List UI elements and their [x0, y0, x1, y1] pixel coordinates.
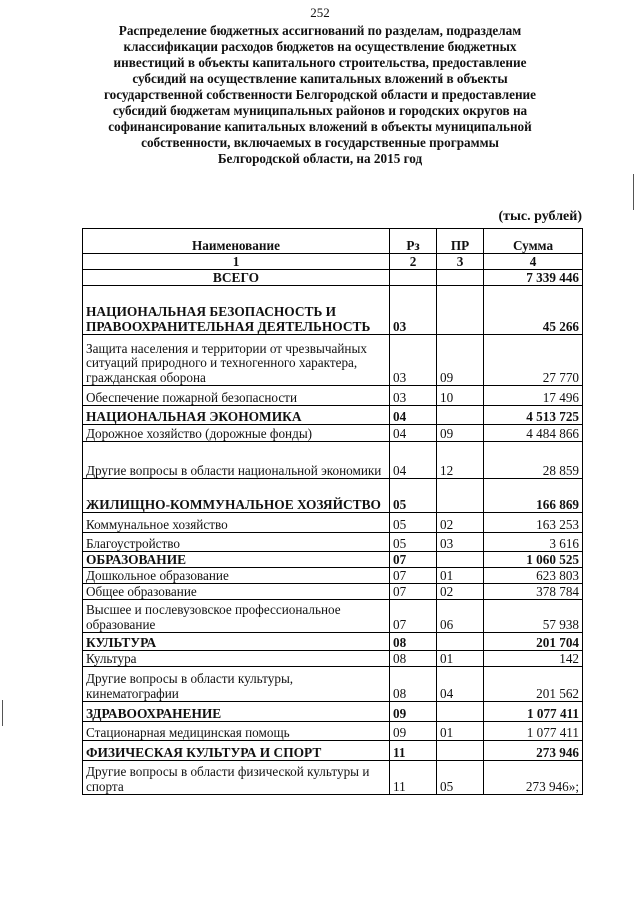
page-number: 252 [310, 5, 330, 20]
row-rz: 07 [390, 600, 437, 633]
row-rz: 09 [390, 702, 437, 722]
row-rz: 05 [390, 513, 437, 533]
table-row [83, 568, 583, 584]
row-name: ЗДРАВООХРАНЕНИЕ [83, 702, 390, 722]
header-pr: ПР [437, 229, 484, 254]
row-rz: 07 [390, 568, 437, 584]
row-sum: 7 339 446 [484, 270, 583, 286]
row-name: Общее образование [83, 584, 390, 600]
column-number-1: 1 [83, 254, 390, 270]
row-pr [437, 270, 484, 286]
row-rz: 03 [390, 386, 437, 406]
margin-mark-right [633, 174, 634, 210]
row-sum: 1 060 525 [484, 552, 583, 568]
row-rz: 07 [390, 584, 437, 600]
row-pr [437, 702, 484, 722]
table-row [83, 386, 583, 406]
column-number-3: 3 [437, 254, 484, 270]
row-pr: 01 [437, 568, 484, 584]
row-rz [390, 270, 437, 286]
row-name: Культура [83, 651, 390, 667]
row-sum: 273 946»; [484, 761, 583, 795]
row-rz: 04 [390, 406, 437, 425]
row-sum: 3 616 [484, 533, 583, 552]
row-sum: 1 077 411 [484, 722, 583, 741]
row-sum: 378 784 [484, 584, 583, 600]
row-sum: 4 513 725 [484, 406, 583, 425]
section-row [83, 406, 583, 425]
header-sum: Сумма [484, 229, 583, 254]
row-name: КУЛЬТУРА [83, 633, 390, 651]
section-row [83, 741, 583, 761]
row-name: НАЦИОНАЛЬНАЯ ЭКОНОМИКА [83, 406, 390, 425]
row-pr: 01 [437, 722, 484, 741]
row-pr [437, 479, 484, 513]
row-sum: 17 496 [484, 386, 583, 406]
row-pr: 01 [437, 651, 484, 667]
row-name: Стационарная медицинская помощь [83, 722, 390, 741]
row-pr: 10 [437, 386, 484, 406]
row-name: Дорожное хозяйство (дорожные фонды) [83, 425, 390, 442]
column-number-2: 2 [390, 254, 437, 270]
row-pr: 09 [437, 335, 484, 386]
row-name: Благоустройство [83, 533, 390, 552]
table-row [83, 600, 583, 633]
row-pr [437, 633, 484, 651]
header-rz: Рз [390, 229, 437, 254]
row-rz: 03 [390, 286, 437, 335]
row-sum: 57 938 [484, 600, 583, 633]
table-row [83, 442, 583, 479]
document-title: Распределение бюджетных ассигнований по разделам, подразделам классификации расходов бюджетов на осуществление бюджетных инвестиций в объекты капитального строительства, предоставление субсидий на осуществление капитальных вложений в объекты государственной собственности Белгородской области и предоставление субсидий бюджетам муниципальных районов и городских округов на софинансирование капитальных вложений в объекты муниципальной собственности, включаемых в государственные программы Белгородской области, на 2015 год [103, 23, 537, 166]
row-name: Дошкольное образование [83, 568, 390, 584]
row-pr: 12 [437, 442, 484, 479]
row-rz: 04 [390, 425, 437, 442]
row-pr: 02 [437, 584, 484, 600]
row-name: НАЦИОНАЛЬНАЯ БЕЗОПАСНОСТЬ И ПРАВООХРАНИТЕЛЬНАЯ ДЕЯТЕЛЬНОСТЬ [83, 286, 390, 335]
row-name: Другие вопросы в области физической культуры и спорта [83, 761, 390, 795]
row-rz: 07 [390, 552, 437, 568]
row-rz: 03 [390, 335, 437, 386]
row-sum: 623 803 [484, 568, 583, 584]
table-row [83, 513, 583, 533]
row-pr: 06 [437, 600, 484, 633]
table-row [83, 425, 583, 442]
row-sum: 45 266 [484, 286, 583, 335]
row-sum: 201 562 [484, 667, 583, 702]
section-row [83, 702, 583, 722]
row-name: Другие вопросы в области национальной экономики [83, 442, 390, 479]
table-row [83, 667, 583, 702]
budget-table [82, 228, 583, 795]
row-name: Другие вопросы в области культуры, кинематографии [83, 667, 390, 702]
row-name: Защита населения и территории от чрезвычайных ситуаций природного и техногенного характера, гражданская оборона [83, 335, 390, 386]
row-sum: 163 253 [484, 513, 583, 533]
row-rz: 08 [390, 651, 437, 667]
row-name: ОБРАЗОВАНИЕ [83, 552, 390, 568]
table-header-row [83, 229, 583, 254]
row-pr [437, 741, 484, 761]
row-rz: 08 [390, 667, 437, 702]
row-sum: 4 484 866 [484, 425, 583, 442]
row-sum: 28 859 [484, 442, 583, 479]
row-name: Коммунальное хозяйство [83, 513, 390, 533]
section-row [83, 552, 583, 568]
row-sum: 1 077 411 [484, 702, 583, 722]
row-name: Обеспечение пожарной безопасности [83, 386, 390, 406]
table-row [83, 584, 583, 600]
row-name: Высшее и послевузовское профессиональное образование [83, 600, 390, 633]
row-sum: 27 770 [484, 335, 583, 386]
column-number-4: 4 [484, 254, 583, 270]
row-name: ВСЕГО [83, 270, 390, 286]
table-row [83, 761, 583, 795]
row-pr [437, 406, 484, 425]
row-pr: 02 [437, 513, 484, 533]
column-number-row [83, 254, 583, 270]
table-row [83, 335, 583, 386]
row-pr: 04 [437, 667, 484, 702]
row-name: ЖИЛИЩНО-КОММУНАЛЬНОЕ ХОЗЯЙСТВО [83, 479, 390, 513]
row-rz: 05 [390, 479, 437, 513]
row-pr [437, 286, 484, 335]
row-pr [437, 552, 484, 568]
row-name: ФИЗИЧЕСКАЯ КУЛЬТУРА И СПОРТ [83, 741, 390, 761]
section-row [83, 286, 583, 335]
table-row [83, 722, 583, 741]
table-row [83, 533, 583, 552]
margin-mark-left [2, 700, 3, 726]
row-pr: 03 [437, 533, 484, 552]
table-row [83, 651, 583, 667]
row-sum: 166 869 [484, 479, 583, 513]
section-row [83, 479, 583, 513]
header-name: Наименование [83, 229, 390, 254]
section-row [83, 633, 583, 651]
row-rz: 04 [390, 442, 437, 479]
row-sum: 201 704 [484, 633, 583, 651]
row-sum: 273 946 [484, 741, 583, 761]
row-rz: 08 [390, 633, 437, 651]
row-rz: 09 [390, 722, 437, 741]
row-pr: 05 [437, 761, 484, 795]
row-rz: 11 [390, 741, 437, 761]
row-sum: 142 [484, 651, 583, 667]
units-label: (тыс. рублей) [498, 209, 582, 224]
row-rz: 11 [390, 761, 437, 795]
row-rz: 05 [390, 533, 437, 552]
row-pr: 09 [437, 425, 484, 442]
section-row [83, 270, 583, 286]
